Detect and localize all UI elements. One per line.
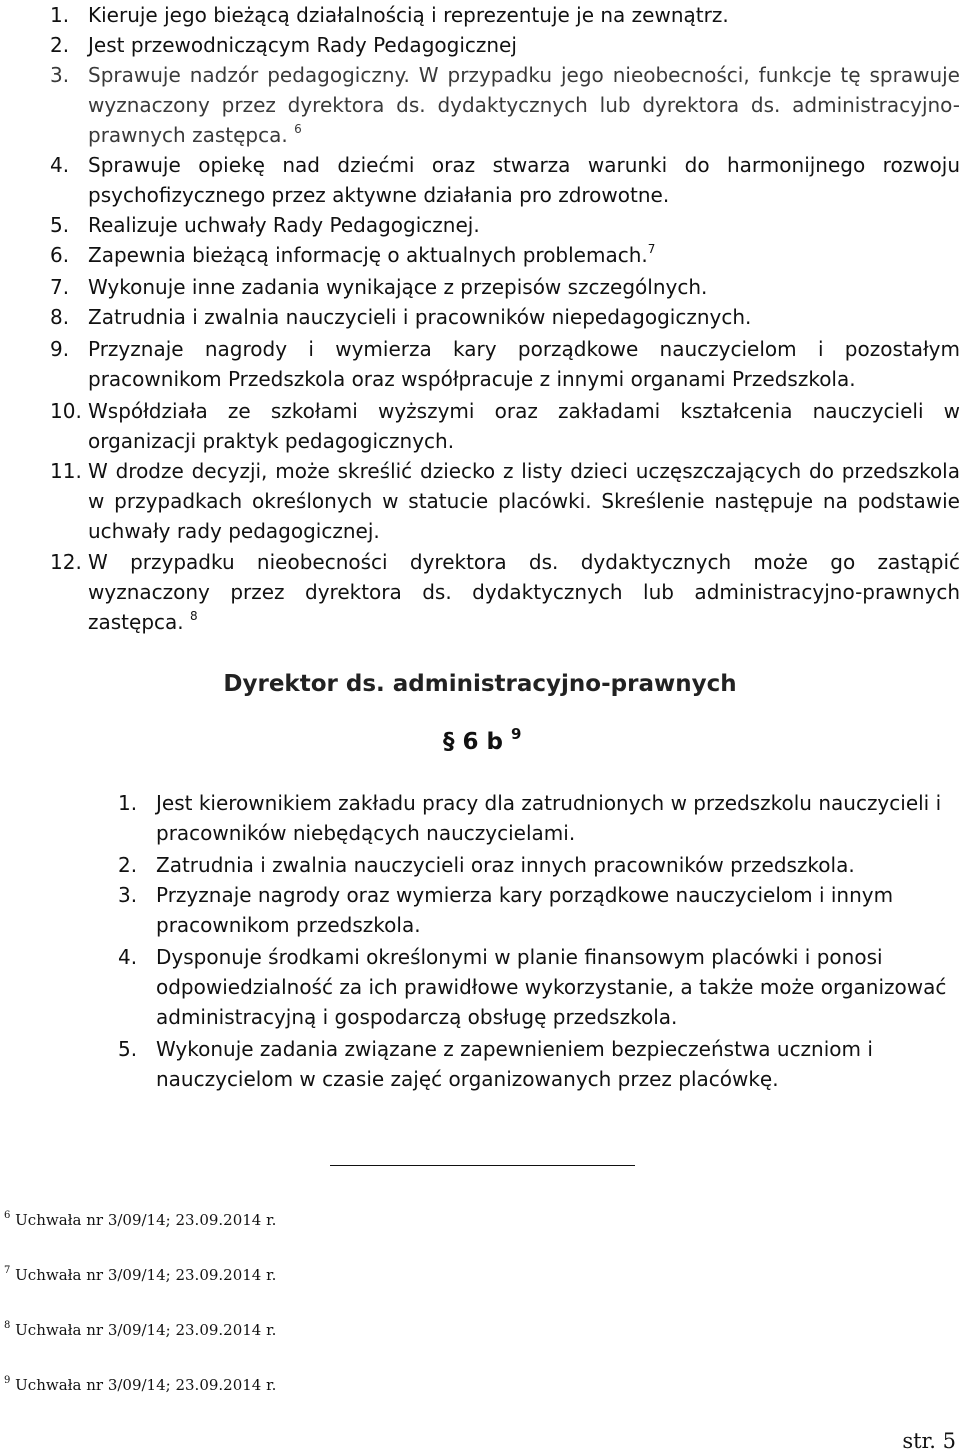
list-number: 7. xyxy=(50,275,70,299)
list-number: 11. xyxy=(50,459,82,483)
footnote-ref: 6 xyxy=(294,122,302,136)
list-text: Realizuje uchwały Rady Pedagogicznej. xyxy=(88,213,480,237)
footnote-number: 9 xyxy=(4,1375,11,1386)
list-text: Przyznaje nagrody i wymierza kary porządkowe nauczycielom i pozostałym pracownikom Przedszkola oraz współpracuje z innymi organami Przedszkola. xyxy=(88,337,960,391)
section-number: 6 b xyxy=(462,729,503,755)
list-text-wrap xyxy=(88,60,960,150)
list-item xyxy=(50,150,960,210)
list-text: Sprawuje nadzór pedagogiczny. W przypadku jego nieobecności, funkcje tę sprawuje wyznaczony przez dyrektora ds. dydaktycznych lub dyrektora ds. administracyjno-prawnych zastępca. xyxy=(88,63,960,147)
list-number: 9. xyxy=(50,337,70,361)
list-text: Zatrudnia i zwalnia nauczycieli oraz innych pracowników przedszkola. xyxy=(156,853,855,877)
footnote xyxy=(4,1375,276,1395)
footnote-number: 7 xyxy=(4,1265,11,1276)
list-item xyxy=(50,60,960,150)
list-item xyxy=(50,272,960,302)
list-text: W przypadku nieobecności dyrektora ds. dydaktycznych może go zastąpić wyznaczony przez dyrektora ds. dydaktycznych lub administracyjno-prawnych zastępca. xyxy=(88,550,960,634)
list-number: 12. xyxy=(50,550,82,574)
list-item xyxy=(50,240,960,270)
footnote-separator xyxy=(330,1165,635,1166)
section-heading: Dyrektor ds. administracyjno-prawnych xyxy=(223,671,737,697)
list-text: Jest przewodniczącym Rady Pedagogicznej xyxy=(88,33,517,57)
list-item xyxy=(50,396,960,456)
list-item xyxy=(118,850,950,880)
footnote-number: 6 xyxy=(4,1210,11,1221)
footnote-text: Uchwała nr 3/09/14; 23.09.2014 r. xyxy=(15,1266,277,1284)
list-number: 5. xyxy=(50,213,70,237)
list-number: 1. xyxy=(50,3,70,27)
paragraph-symbol: § xyxy=(443,729,455,755)
footnote-text: Uchwała nr 3/09/14; 23.09.2014 r. xyxy=(15,1321,277,1339)
list-text-wrap xyxy=(88,240,960,270)
list-item xyxy=(50,302,960,332)
list-text: Przyznaje nagrody oraz wymierza kary porządkowe nauczycielom i innym pracownikom przedszkola. xyxy=(156,883,894,937)
list-text: Zatrudnia i zwalnia nauczycieli i pracowników niepedagogicznych. xyxy=(88,305,752,329)
section-mark xyxy=(443,726,521,758)
list-text: Zapewnia bieżącą informację o aktualnych problemach. xyxy=(88,243,648,267)
page-number: str. 5 xyxy=(902,1429,956,1453)
list-number: 8. xyxy=(50,305,70,329)
list-number: 1. xyxy=(118,791,138,815)
footnote xyxy=(4,1210,276,1230)
list-item xyxy=(118,788,950,848)
list-text: Wykonuje inne zadania wynikające z przepisów szczególnych. xyxy=(88,275,708,299)
list-number: 4. xyxy=(118,945,138,969)
list-text: Wykonuje zadania związane z zapewnieniem bezpieczeństwa uczniom i nauczycielom w czasie zajęć organizowanych przez placówkę. xyxy=(156,1037,873,1091)
list-number: 5. xyxy=(118,1037,138,1061)
list-text: W drodze decyzji, może skreślić dziecko z listy dzieci uczęszczających do przedszkola w przypadkach określonych w statucie placówki. Skreślenie następuje na podstawie uchwały rady pedagogicznej. xyxy=(88,459,960,543)
list-item xyxy=(50,547,960,637)
list-number: 3. xyxy=(118,883,138,907)
list-text: Dysponuje środkami określonymi w planie finansowym placówki i ponosi odpowiedzialność za ich prawidłowe wykorzystanie, a także może organizować administracyjną i gospodarczą obsługę przedszkola. xyxy=(156,945,947,1029)
footnote xyxy=(4,1320,276,1340)
list-item xyxy=(50,334,960,394)
list-number: 6. xyxy=(50,243,70,267)
list-text: Jest kierownikiem zakładu pracy dla zatrudnionych w przedszkolu nauczycieli i pracowników niebędących nauczycielami. xyxy=(156,791,942,845)
list-item xyxy=(118,880,950,940)
list-item xyxy=(118,1034,950,1094)
footnote-text: Uchwała nr 3/09/14; 23.09.2014 r. xyxy=(15,1376,277,1394)
footnote-ref: 9 xyxy=(511,725,522,743)
footnote-text: Uchwała nr 3/09/14; 23.09.2014 r. xyxy=(15,1211,277,1229)
list-number: 10. xyxy=(50,399,82,423)
list-text: Współdziała ze szkołami wyższymi oraz zakładami kształcenia nauczycieli w organizacji praktyk pedagogicznych. xyxy=(88,399,960,453)
list-item xyxy=(50,456,960,546)
list-number: 2. xyxy=(118,853,138,877)
list-text: Sprawuje opiekę nad dziećmi oraz stwarza warunki do harmonijnego rozwoju psychofizycznego przez aktywne działania pro zdrowotne. xyxy=(88,153,960,207)
list-text: Kieruje jego bieżącą działalnością i reprezentuje je na zewnątrz. xyxy=(88,3,729,27)
list-item xyxy=(118,942,950,1032)
footnote-ref: 8 xyxy=(189,609,198,623)
list-number: 3. xyxy=(50,63,70,87)
list-number: 4. xyxy=(50,153,70,177)
list-text-wrap xyxy=(88,547,960,637)
footnote xyxy=(4,1265,276,1285)
list-item xyxy=(50,30,960,60)
footnote-ref: 7 xyxy=(647,242,656,256)
list-item xyxy=(50,0,960,30)
footnote-number: 8 xyxy=(4,1320,11,1331)
list-number: 2. xyxy=(50,33,70,57)
list-item xyxy=(50,210,960,240)
